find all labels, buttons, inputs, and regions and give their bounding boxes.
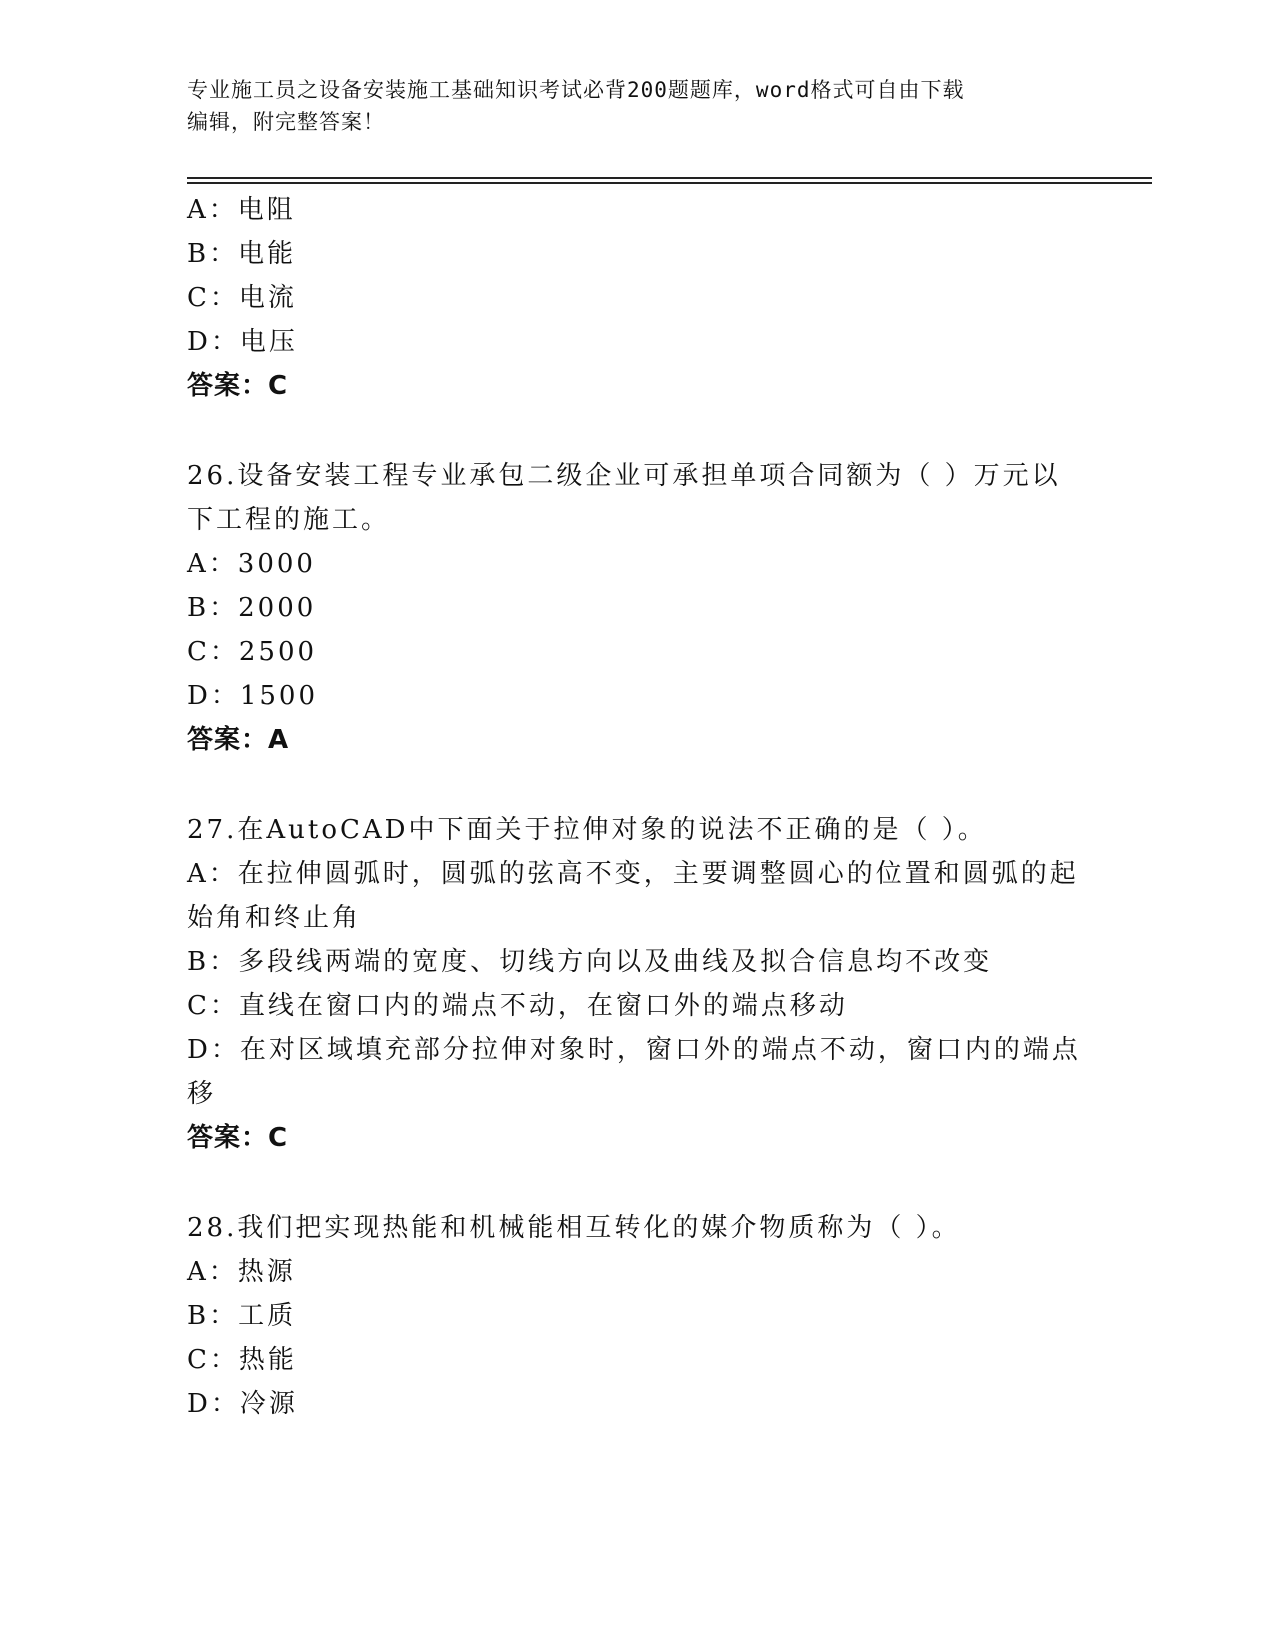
header-title-line-1: 专业施工员之设备安装施工基础知识考试必背200题题库，word格式可自由下载: [187, 78, 965, 102]
q28-stem: 28.我们把实现热能和机械能相互转化的媒介物质称为（ ）。: [187, 1213, 961, 1243]
q26-answer: 答案：A: [187, 725, 290, 755]
q27-option-d-line-2: 移: [187, 1079, 217, 1109]
q25-option-a: A：电阻: [187, 195, 296, 225]
q26-stem-line-1: 26.设备安装工程专业承包二级企业可承担单项合同额为（ ）万元以: [187, 461, 1061, 491]
q27-option-d-line-1: D：在对区域填充部分拉伸对象时，窗口外的端点不动，窗口内的端点: [187, 1035, 1081, 1065]
q27-option-a-line-1: A：在拉伸圆弧时，圆弧的弦高不变，主要调整圆心的位置和圆弧的起: [187, 859, 1079, 889]
q25-answer: 答案：C: [187, 371, 289, 401]
q27-option-a-line-2: 始角和终止角: [187, 903, 362, 933]
q28-option-a: A：热源: [187, 1257, 296, 1287]
q25-option-c: C：电流: [187, 283, 297, 313]
q27-stem: 27.在AutoCAD中下面关于拉伸对象的说法不正确的是（ ）。: [187, 815, 987, 845]
q26-option-d: D：1500: [187, 681, 319, 711]
q27-option-b: B：多段线两端的宽度、切线方向以及曲线及拟合信息均不改变: [187, 947, 993, 977]
q26-option-a: A：3000: [187, 549, 316, 579]
q28-option-c: C：热能: [187, 1345, 297, 1375]
q25-option-d: D：电压: [187, 327, 298, 357]
q25-option-b: B：电能: [187, 239, 297, 269]
q27-answer: 答案：C: [187, 1123, 289, 1153]
q28-option-d: D：冷源: [187, 1389, 298, 1419]
document-header: [187, 74, 1067, 138]
header-title-line-2: 编辑，附完整答案！: [187, 110, 385, 134]
q27-option-c: C：直线在窗口内的端点不动，在窗口外的端点移动: [187, 991, 848, 1021]
q26-stem-line-2: 下工程的施工。: [187, 505, 391, 535]
header-rule-bottom: [187, 182, 1152, 184]
q26-option-c: C：2500: [187, 637, 318, 667]
header-rule-top: [187, 177, 1152, 179]
q28-option-b: B：工质: [187, 1301, 297, 1331]
q26-option-b: B：2000: [187, 593, 317, 623]
